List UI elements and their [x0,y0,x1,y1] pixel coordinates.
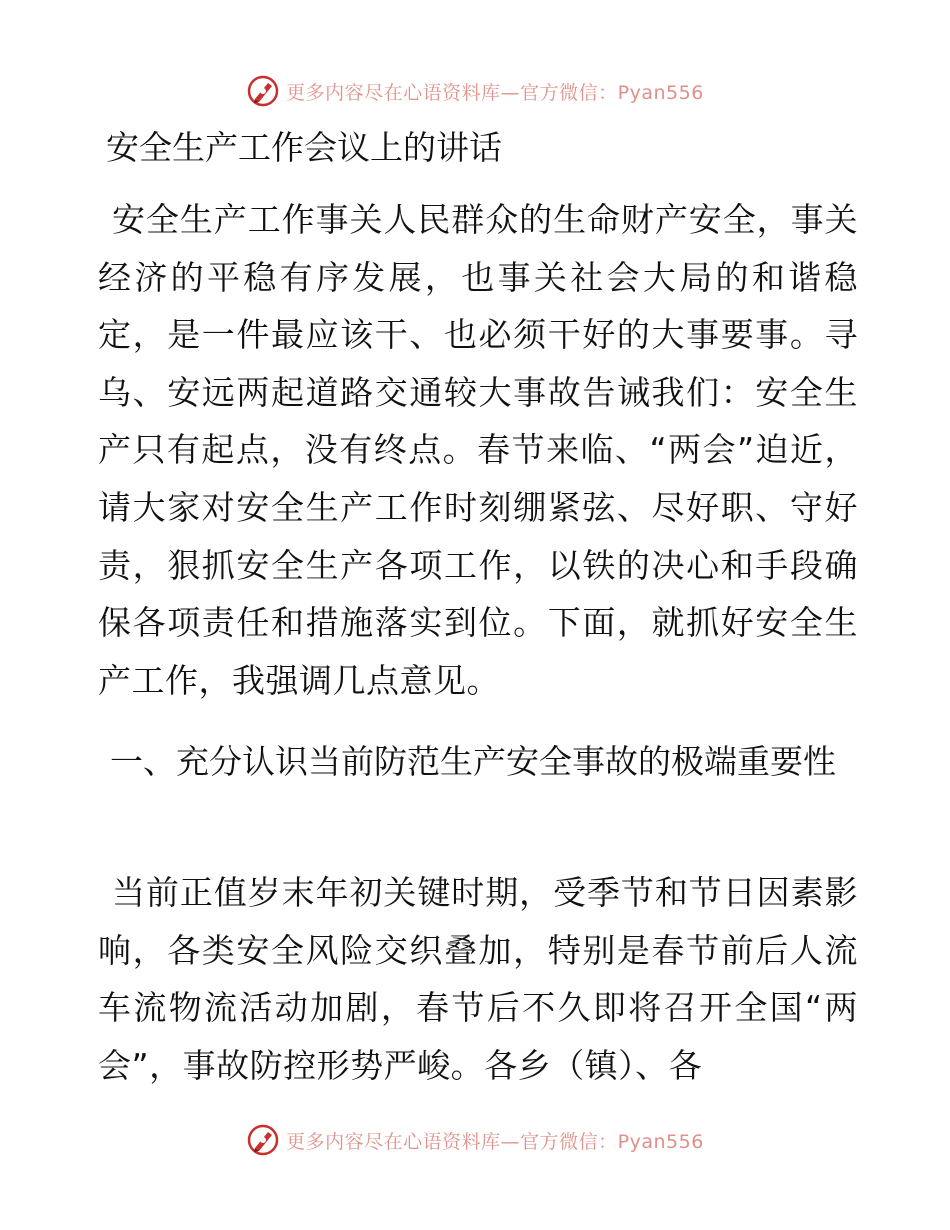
red-pen-circle-logo-icon [246,74,280,108]
watermark-banner-bottom [0,1120,950,1160]
section-heading-1: 一、充分认识当前防范生产安全事故的极端重要性 [110,742,836,781]
watermark-banner-top [0,71,950,111]
document-title: 安全生产工作会议上的讲话 [106,128,502,167]
red-pen-circle-logo-icon [246,1123,280,1157]
watermark-text: 更多内容尽在心语资料库—官方微信：Pyan556 [286,81,704,104]
watermark-text: 更多内容尽在心语资料库—官方微信：Pyan556 [286,1130,704,1153]
paragraph-section-1: 当前正值岁末年初关键时期，受季节和节日因素影响，各类安全风险交织叠加，特别是春节前后人流车流物流活动加剧，春节后不久即将召开全国“两会”，事故防控形势严峻。各乡（镇）、各 [98,873,858,1085]
paragraph-intro: 安全生产工作事关人民群众的生命财产安全，事关经济的平稳有序发展，也事关社会大局的和谐稳定，是一件最应该干、也必须干好的大事要事。寻乌、安远两起道路交通较大事故告诫我们：安全生产只有起点，没有终点。春节来临、“两会”迫近，请大家对安全生产工作时刻绷紧弦、尽好职、守好责，狠抓安全生产各项工作，以铁的决心和手段确保各项责任和措施落实到位。下面，就抓好安全生产工作，我强调几点意见。 [98,200,858,700]
